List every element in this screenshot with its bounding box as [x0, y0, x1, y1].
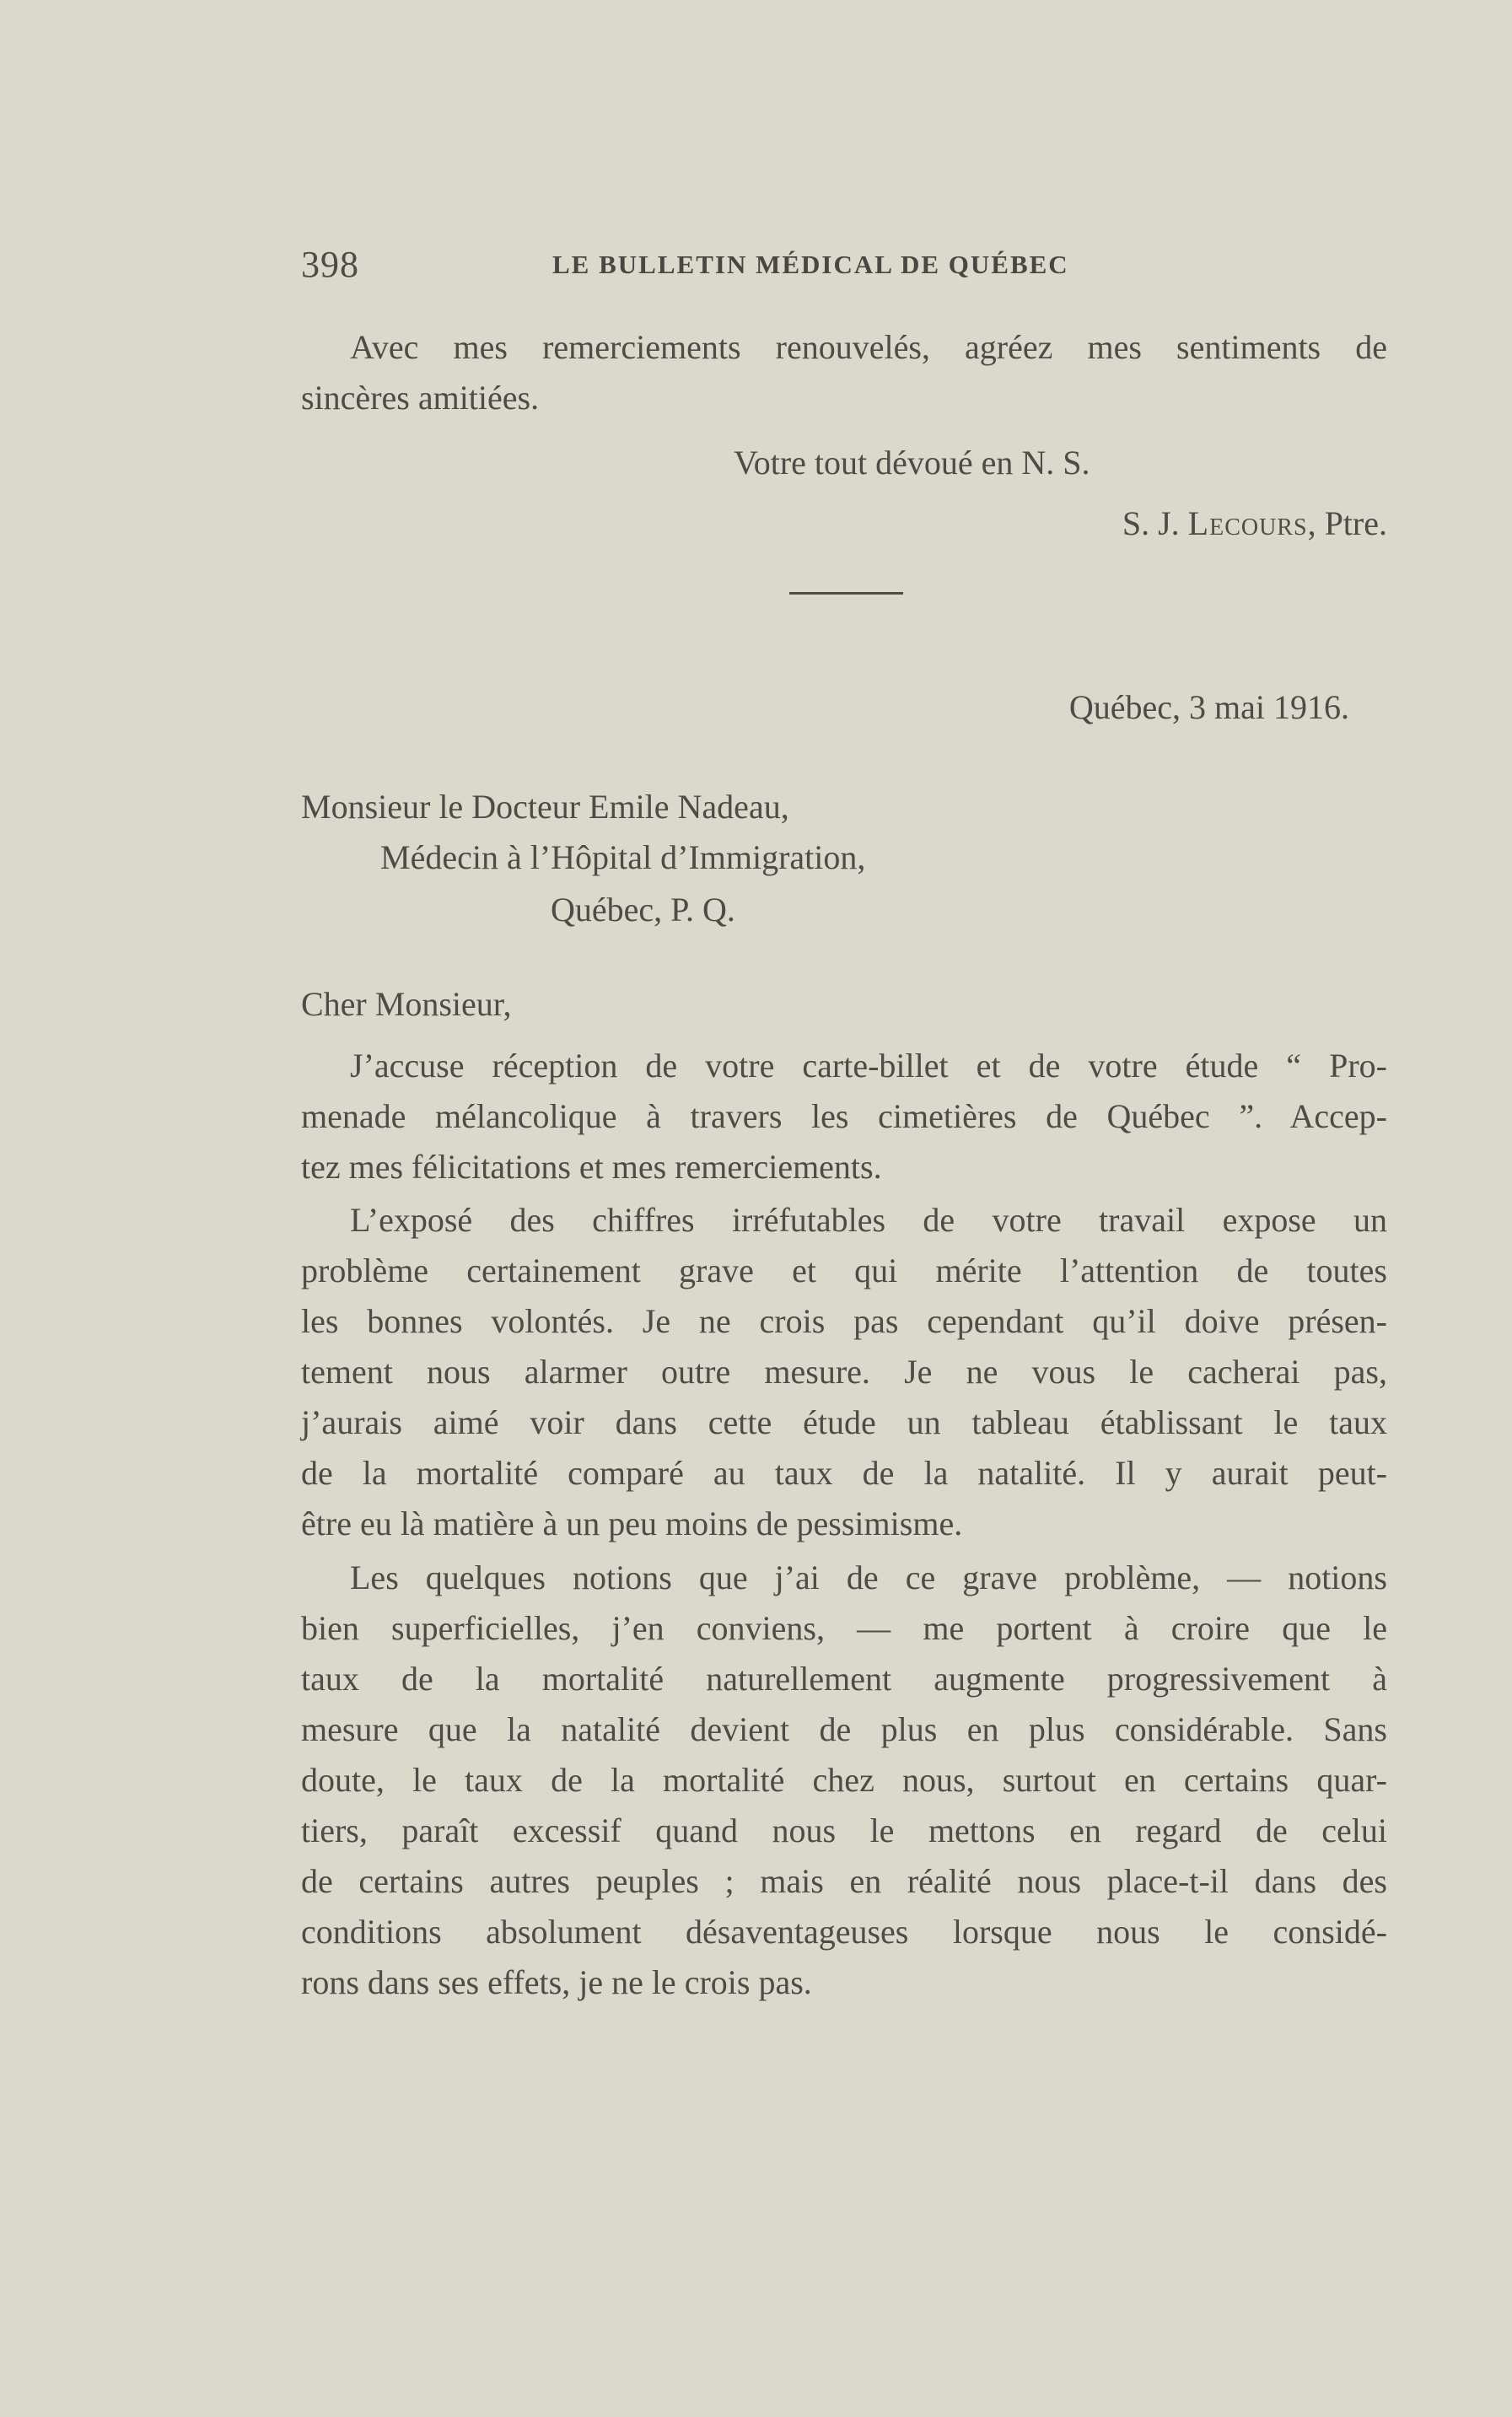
page-number: 398: [301, 244, 359, 285]
p3-line-2: bien superficielles, j’en conviens, — me portent à croire que le: [301, 1609, 1387, 1647]
letter-date: Québec, 3 mai 1916.: [1068, 688, 1349, 726]
closing-line-1: Avec mes remerciements renouvelés, agréez mes sentiments de: [350, 328, 1387, 366]
p2-line-1: L’exposé des chiffres irréfutables de votre travail expose un: [350, 1201, 1387, 1239]
separator-rule: [789, 592, 903, 595]
signature-title: , Ptre.: [1307, 504, 1387, 542]
p1-line-1: J’accuse réception de votre carte-billet et de votre étude “ Pro-: [350, 1047, 1387, 1085]
p3-line-5: doute, le taux de la mortalité chez nous, surtout en certains quar-: [301, 1761, 1387, 1799]
p3-line-3: taux de la mortalité naturellement augmente progressivement à: [301, 1660, 1387, 1698]
address-line-2: Médecin à l’Hôpital d’Immigration,: [380, 838, 866, 876]
p3-line-9: rons dans ses effets, je ne le crois pas.: [301, 1963, 812, 2001]
valediction: Votre tout dévoué en N. S.: [734, 444, 1090, 482]
p2-line-4: tement nous alarmer outre mesure. Je ne vous le cacherai pas,: [301, 1353, 1387, 1391]
p1-line-3: tez mes félicitations et mes remerciements.: [301, 1148, 882, 1186]
signature-name: Lecours: [1187, 504, 1308, 542]
p2-line-6: de la mortalité comparé au taux de la natalité. Il y aurait peut-: [301, 1454, 1387, 1492]
p2-line-3: les bonnes volontés. Je ne crois pas cependant qu’il doive présen-: [301, 1302, 1387, 1340]
p3-line-4: mesure que la natalité devient de plus en plus considérable. Sans: [301, 1710, 1387, 1748]
running-title: LE BULLETIN MÉDICAL DE QUÉBEC: [552, 250, 1069, 279]
p1-line-2: menade mélancolique à travers les cimetières de Québec ”. Accep-: [301, 1097, 1387, 1135]
p2-line-5: j’aurais aimé voir dans cette étude un tableau établissant le taux: [301, 1403, 1387, 1441]
p2-line-7: être eu là matière à un peu moins de pessimisme.: [301, 1505, 963, 1542]
address-line-1: Monsieur le Docteur Emile Nadeau,: [301, 788, 789, 826]
p2-line-2: problème certainement grave et qui mérite l’attention de toutes: [301, 1252, 1387, 1289]
p3-line-8: conditions absolument désaventageuses lorsque nous le considé-: [301, 1913, 1387, 1951]
salutation: Cher Monsieur,: [301, 985, 512, 1023]
address-line-3: Québec, P. Q.: [551, 891, 735, 929]
signature: [1122, 503, 1387, 543]
p3-line-6: tiers, paraît excessif quand nous le mettons en regard de celui: [301, 1811, 1387, 1849]
p3-line-7: de certains autres peuples ; mais en réalité nous place-t-il dans des: [301, 1862, 1387, 1900]
signature-initials: S. J.: [1122, 504, 1188, 542]
closing-line-2: sincères amitiées.: [301, 379, 540, 417]
p3-line-1: Les quelques notions que j’ai de ce grave problème, — notions: [350, 1558, 1387, 1596]
